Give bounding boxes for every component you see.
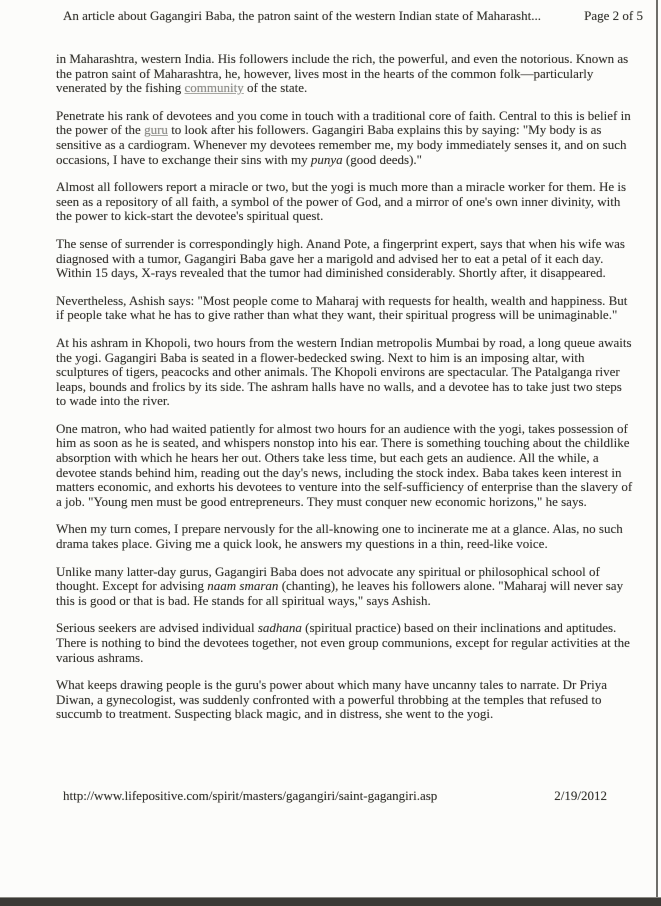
paragraph xyxy=(56,109,634,167)
inline-link[interactable]: guru xyxy=(144,122,168,138)
text-segment: One matron, who had waited patiently for almost two hours for an audience with the yogi, takes possession of him as soon as he is seated, and whispers nonstop into his ear. There is something touching about the childlike absorption with which he hears her out. Others take less time, but each gets an audience. All the while, a devotee stands behind him, reading out the day's news, including the stock index. Baba takes keen interest in matters economic, and exhorts his devotees to venture into the self-sufficiency of enterprise than the slavery of a job. "Young men must be good entrepreneurs. They must conquer new economic horizons," he says. xyxy=(56,420,633,509)
text-segment: in Maharashtra, western India. His followers include the rich, the powerful, and even the notorious. Known as the patron saint of Maharashtra, he, however, lives most in the hearts of the common folk—particularly venerated by the fishing xyxy=(56,51,629,96)
footer-date: 2/19/2012 xyxy=(554,788,607,803)
text-segment: (good deeds)." xyxy=(342,151,422,167)
text-segment: (spiritual practice) based on their inclinations and aptitudes. There is nothing to bind the devotees together, not even group communions, except for regular activities at the various ashrams. xyxy=(56,620,630,665)
page-header xyxy=(63,8,643,24)
paragraph xyxy=(56,180,634,224)
inline-link[interactable]: community xyxy=(184,80,244,96)
paragraph xyxy=(56,336,634,409)
text-segment: The sense of surrender is correspondingly high. Anand Pote, a fingerprint expert, says that when his wife was diagnosed with a tumor, Gagangiri Baba gave her a marigold and advised her to eat a petal of it each day. Within 15 days, X-rays revealed that the tumor had diminished considerably. Shortly after, it disappeared. xyxy=(56,235,625,281)
paragraph xyxy=(56,52,634,96)
text-segment: Nevertheless, Ashish says: "Most people come to Maharaj with requests for health, wealth and happiness. But if people take what he has to give rather than what they want, their spiritual progress will be unimaginable." xyxy=(56,292,628,323)
paragraph xyxy=(56,565,634,609)
italic-term: punya xyxy=(310,151,343,167)
paragraph xyxy=(56,522,634,551)
text-segment: Serious seekers are advised individual xyxy=(56,620,258,636)
paragraph xyxy=(56,621,634,665)
text-segment: Unlike many latter-day gurus, Gagangiri Baba does not advocate any spiritual or philosophical school of thought. Except for advising xyxy=(56,563,600,594)
text-segment: to look after his followers. Gagangiri Baba explains this by saying: "My body is as sensitive as a cardiogram. Whenever my devotees remember me, my body immediately senses it, and on such occasions, I have to exchange their sins with my xyxy=(56,122,627,167)
italic-term: sadhana xyxy=(257,620,302,636)
text-segment: Almost all followers report a miracle or two, but the yogi is much more than a miracle worker for them. He is seen as a repository of all faith, a symbol of the power of God, and a mirror of one's own inner divinity, with the power to kick-start the devotee's spiritual quest. xyxy=(56,179,627,224)
scan-bottom-band-artifact xyxy=(0,897,661,906)
italic-term: naam smaran xyxy=(207,578,279,594)
scan-edge-artifact xyxy=(656,0,658,906)
text-segment: When my turn comes, I prepare nervously for the all-knowing one to incinerate me at a glance. Alas, no such drama takes place. Giving me a quick look, he answers my questions in a thin, reed-like voice. xyxy=(56,521,623,552)
text-segment: (chanting), he leaves his followers alone. "Maharaj will never say this is good or that is bad. He stands for all spiritual ways," says Ashish. xyxy=(56,578,624,608)
article-body xyxy=(56,52,634,735)
header-title: An article about Gagangiri Baba, the patron saint of the western Indian state of Maharasht... xyxy=(63,8,541,23)
text-segment: What keeps drawing people is the guru's power about which many have uncanny tales to narrate. Dr Priya Diwan, a gynecologist, was suddenly confronted with a powerful throbbing at the temples that refused to succumb to treatment. Suspecting black magic, and in distress, she went to the yogi. xyxy=(56,677,608,722)
page-indicator: Page 2 of 5 xyxy=(584,8,643,23)
paragraph xyxy=(56,294,634,323)
text-segment: Penetrate his rank of devotees and you come in touch with a traditional core of faith. Central to this is belief in the power of the xyxy=(56,107,631,138)
paragraph xyxy=(56,237,634,281)
page-footer xyxy=(63,788,607,804)
text-segment: of the state. xyxy=(243,80,308,96)
paragraph xyxy=(56,678,634,722)
paragraph xyxy=(56,422,634,510)
footer-url: http://www.lifepositive.com/spirit/masters/gagangiri/saint-gagangiri.asp xyxy=(63,788,438,803)
text-segment: At his ashram in Khopoli, two hours from the western Indian metropolis Mumbai by road, a long queue awaits the yogi. Gagangiri Baba is seated in a flower-bedecked swing. Next to him is an imposing altar, with sculptures of tigers, peacocks and other animals. The Khopoli environs are spectacular. The Patalganga river leaps, bounds and frolics by its side. The ashram halls have no walls, and a devotee has to take just two steps to wade into the river. xyxy=(56,334,632,409)
